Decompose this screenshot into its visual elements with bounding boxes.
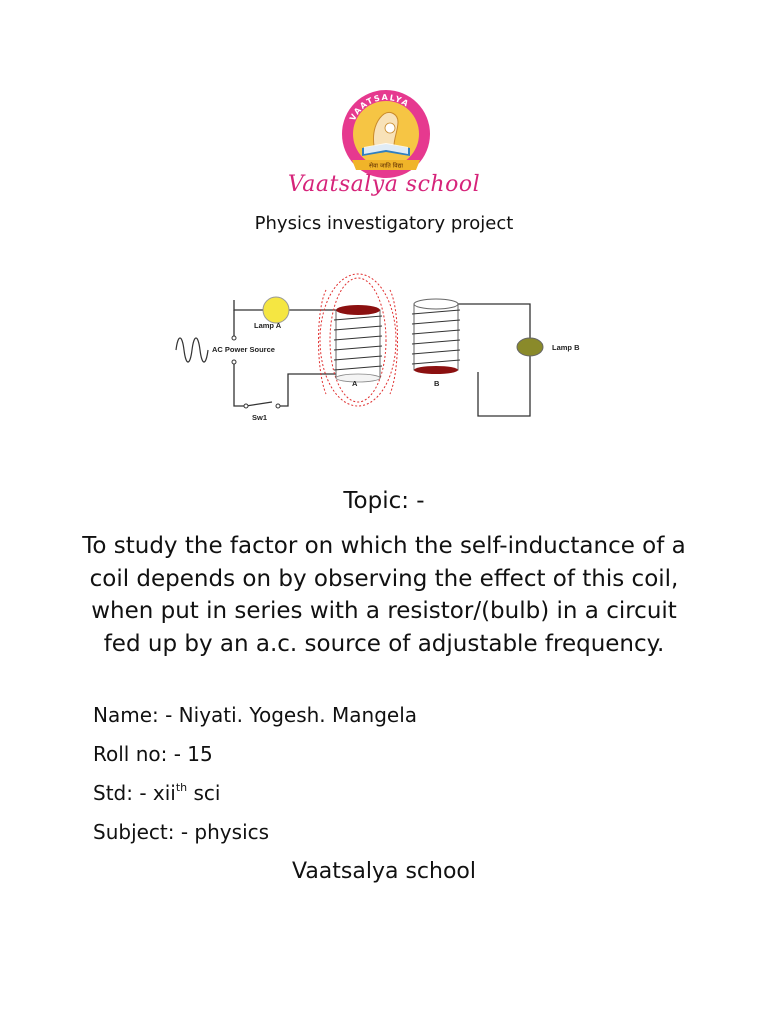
lamp-a-label: Lamp A (254, 321, 282, 330)
coil-b-label: B (434, 379, 440, 388)
roll-number: Roll no: - 15 (93, 742, 213, 766)
switch-lever (246, 402, 272, 406)
logo-figure (385, 123, 395, 133)
standard (93, 781, 221, 805)
std-suffix: sci (187, 781, 221, 805)
subject: Subject: - physics (93, 820, 270, 844)
school-logo (338, 86, 434, 182)
lamp-b-bulb (517, 338, 543, 356)
topic-heading: Topic: - (343, 488, 425, 514)
logo-arc-text: VAATSALYA (348, 92, 412, 123)
coil-b (412, 299, 460, 374)
circuit-diagram (168, 270, 600, 430)
ac-terminal-bottom (232, 360, 236, 364)
school-script-name: Vaatsalya school (287, 172, 481, 197)
student-name: Name: - Niyati. Yogesh. Mangela (93, 703, 418, 727)
ac-wave-icon (176, 338, 208, 362)
lamp-a-bulb (263, 297, 289, 323)
logo-motto: सेवा जाति विद्या (369, 162, 403, 170)
switch-label: Sw1 (252, 413, 268, 422)
coil-a-label: A (352, 379, 358, 388)
ac-terminal-top (232, 336, 236, 340)
std-superscript: th (175, 781, 188, 794)
project-title: Physics investigatory project (254, 213, 514, 234)
footer-school-name: Vaatsalya school (291, 859, 476, 884)
coil-a (334, 305, 382, 382)
lamp-b-label: Lamp B (552, 343, 580, 352)
ac-source-label: AC Power Source (212, 345, 275, 354)
std-prefix: Std: - xii (93, 781, 176, 805)
topic-text: To study the factor on which the self-inductance of a coil depends on by observing the effect of this coil, when put in series with a resistor/(bulb) in a circuit fed up by an a.c. source of adjustable frequency. (82, 533, 686, 657)
